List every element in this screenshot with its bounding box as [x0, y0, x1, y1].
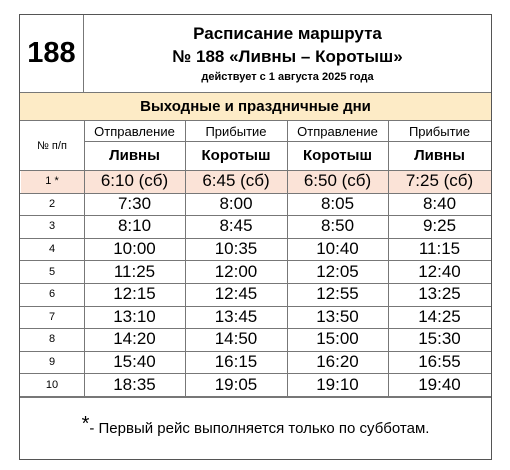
- time-cell: 13:50: [316, 306, 359, 326]
- time-cell: 13:10: [113, 306, 156, 326]
- time-cell: 19:10: [316, 374, 359, 394]
- time-cell: 8:05: [320, 193, 355, 213]
- title-line1: Расписание маршрута: [193, 24, 382, 43]
- time-cell: 15:40: [113, 352, 156, 372]
- row-number: 1 *: [45, 175, 59, 188]
- column-stop: Коротыш: [201, 147, 271, 164]
- column-line: [185, 121, 186, 396]
- footnote-mark: *: [81, 412, 90, 435]
- column-stop: Коротыш: [303, 147, 372, 164]
- footnote-text: - Первый рейс выполняется только по субботам.: [89, 419, 430, 437]
- column-line: [287, 121, 288, 396]
- time-cell: 7:30: [117, 193, 152, 213]
- column-action: Отправление: [297, 123, 378, 139]
- num-header: № п/п: [37, 139, 67, 152]
- route-number: 188: [27, 37, 76, 69]
- time-cell: 12:00: [214, 261, 258, 281]
- time-cell: 18:35: [113, 374, 156, 394]
- time-cell: 6:50 (сб): [303, 171, 372, 191]
- time-cell: 8:00: [219, 193, 253, 213]
- row-number: 7: [48, 310, 56, 323]
- column-line: [388, 121, 389, 396]
- time-cell: 16:20: [316, 352, 359, 372]
- time-cell: 10:40: [316, 239, 359, 259]
- time-cell: 15:00: [316, 329, 359, 349]
- time-cell: 13:45: [214, 306, 258, 326]
- time-cell: 6:45 (сб): [202, 171, 270, 191]
- column-stop: Ливны: [109, 147, 160, 164]
- row-number: 10: [45, 378, 59, 391]
- time-cell: 12:40: [418, 261, 461, 281]
- time-cell: 8:45: [219, 216, 253, 236]
- time-cell: 8:40: [422, 193, 457, 213]
- time-cell: 9:25: [422, 216, 457, 236]
- footnote: [20, 398, 491, 458]
- time-cell: 7:25 (сб): [405, 171, 474, 191]
- row-number: 5: [48, 265, 56, 278]
- time-cell: 8:50: [320, 216, 355, 236]
- time-cell: 10:00: [113, 239, 156, 259]
- time-cell: 12:15: [113, 284, 156, 304]
- day-type-band: Выходные и праздничные дни: [20, 93, 491, 120]
- time-cell: 11:15: [418, 239, 461, 259]
- column-action: Прибытие: [205, 123, 267, 139]
- row-number: 4: [48, 243, 56, 256]
- column-line: [84, 121, 85, 396]
- time-cell: 10:35: [214, 239, 258, 259]
- row-number: 9: [48, 356, 56, 369]
- title-line2: № 188 «Ливны – Коротыш»: [172, 47, 403, 66]
- time-cell: 14:50: [214, 329, 258, 349]
- time-cell: 14:20: [113, 329, 156, 349]
- column-action: Прибытие: [408, 123, 471, 139]
- column-action: Отправление: [94, 123, 175, 139]
- title-line3: действует с 1 августа 2025 года: [201, 71, 374, 83]
- time-cell: 8:10: [117, 216, 152, 236]
- time-cell: 19:40: [418, 374, 461, 394]
- time-cell: 11:25: [113, 261, 156, 281]
- row-number: 6: [48, 288, 56, 301]
- time-cell: 16:15: [214, 352, 258, 372]
- time-cell: 12:05: [316, 261, 359, 281]
- time-cell: 6:10 (сб): [100, 171, 169, 191]
- time-cell: 14:25: [418, 306, 461, 326]
- row-number: 8: [48, 333, 56, 346]
- column-stop: Ливны: [414, 147, 465, 164]
- row-number: 3: [48, 220, 56, 233]
- time-cell: 16:55: [418, 352, 461, 372]
- time-cell: 15:30: [418, 329, 461, 349]
- time-cell: 13:25: [418, 284, 461, 304]
- time-cell: 12:45: [214, 284, 258, 304]
- row-number: 2: [48, 197, 56, 210]
- time-cell: 19:05: [214, 374, 258, 394]
- time-cell: 12:55: [316, 284, 359, 304]
- route-title: [84, 15, 491, 92]
